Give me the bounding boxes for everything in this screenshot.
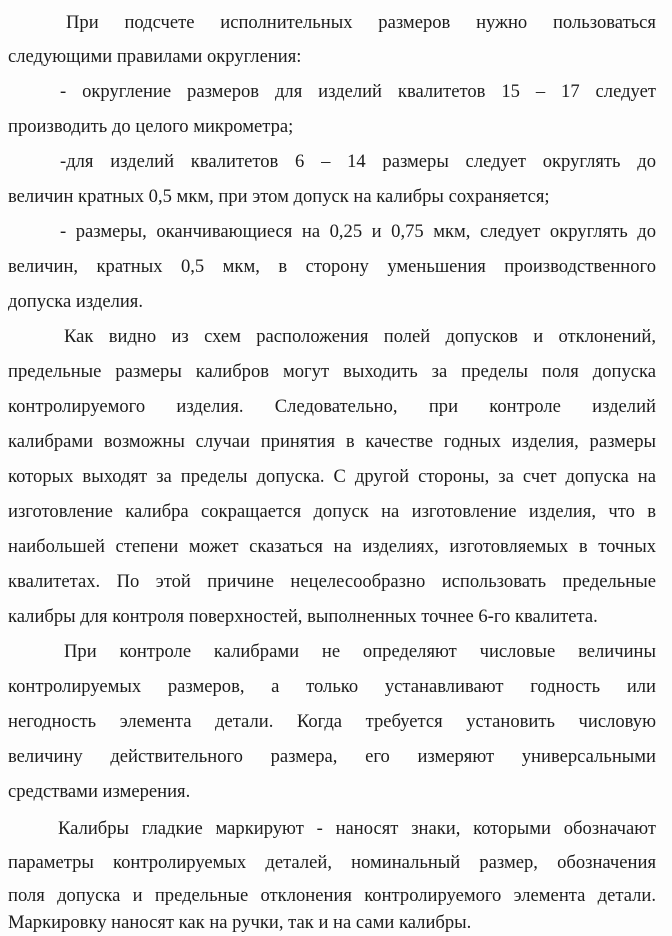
text-line: величину действительного размера, его измеряют универсальными <box>8 746 656 767</box>
text-line: негодность элемента детали. Когда требуется установить числовую <box>8 711 656 732</box>
text-line: производить до целого микрометра; <box>8 116 294 137</box>
text-line: допуска изделия. <box>8 291 144 312</box>
text-line: Маркировку наносят как на ручки, так и на сами калибры. <box>8 912 472 933</box>
text-line: -для изделий квалитетов 6 – 14 размеры следует округлять до <box>60 151 656 172</box>
text-line: - размеры, оканчивающиеся на 0,25 и 0,75 мкм, следует округлять до <box>60 221 656 242</box>
text-line: величин кратных 0,5 мкм, при этом допуск на калибры сохраняется; <box>8 186 550 207</box>
text-line: величин, кратных 0,5 мкм, в сторону уменьшения производственного <box>8 256 656 277</box>
text-line: изготовление калибра сокращается допуск на изготовление изделия, что в <box>8 501 656 522</box>
text-line: квалитетах. По этой причине нецелесообразно использовать предельные <box>8 571 656 592</box>
text-line: наибольшей степени может сказаться на изделиях, изготовляемых в точных <box>8 536 656 557</box>
text-line: калибры для контроля поверхностей, выполненных точнее 6-го квалитета. <box>8 606 598 627</box>
text-line: средствами измерения. <box>8 781 191 802</box>
text-line: параметры контролируемых деталей, номинальный размер, обозначения <box>8 852 656 873</box>
text-line: следующими правилами округления: <box>8 46 302 67</box>
text-line: При подсчете исполнительных размеров нужно пользоваться <box>66 12 656 33</box>
text-line: предельные размеры калибров могут выходить за пределы поля допуска <box>8 361 656 382</box>
text-line: При контроле калибрами не определяют числовые величины <box>64 641 656 662</box>
text-line: контролируемого изделия. Следовательно, при контроле изделий <box>8 396 656 417</box>
text-line: поля допуска и предельные отклонения контролируемого элемента детали. <box>8 885 656 906</box>
text-line: которых выходят за пределы допуска. С другой стороны, за счет допуска на <box>8 466 656 487</box>
text-line: Калибры гладкие маркируют - наносят знаки, которыми обозначают <box>58 818 656 839</box>
text-line: контролируемых размеров, а только устанавливают годность или <box>8 676 656 697</box>
text-line: Как видно из схем расположения полей допусков и отклонений, <box>64 326 656 347</box>
text-line: калибрами возможны случаи принятия в качестве годных изделия, размеры <box>8 431 656 452</box>
text-line: - округление размеров для изделий квалитетов 15 – 17 следует <box>60 81 656 102</box>
